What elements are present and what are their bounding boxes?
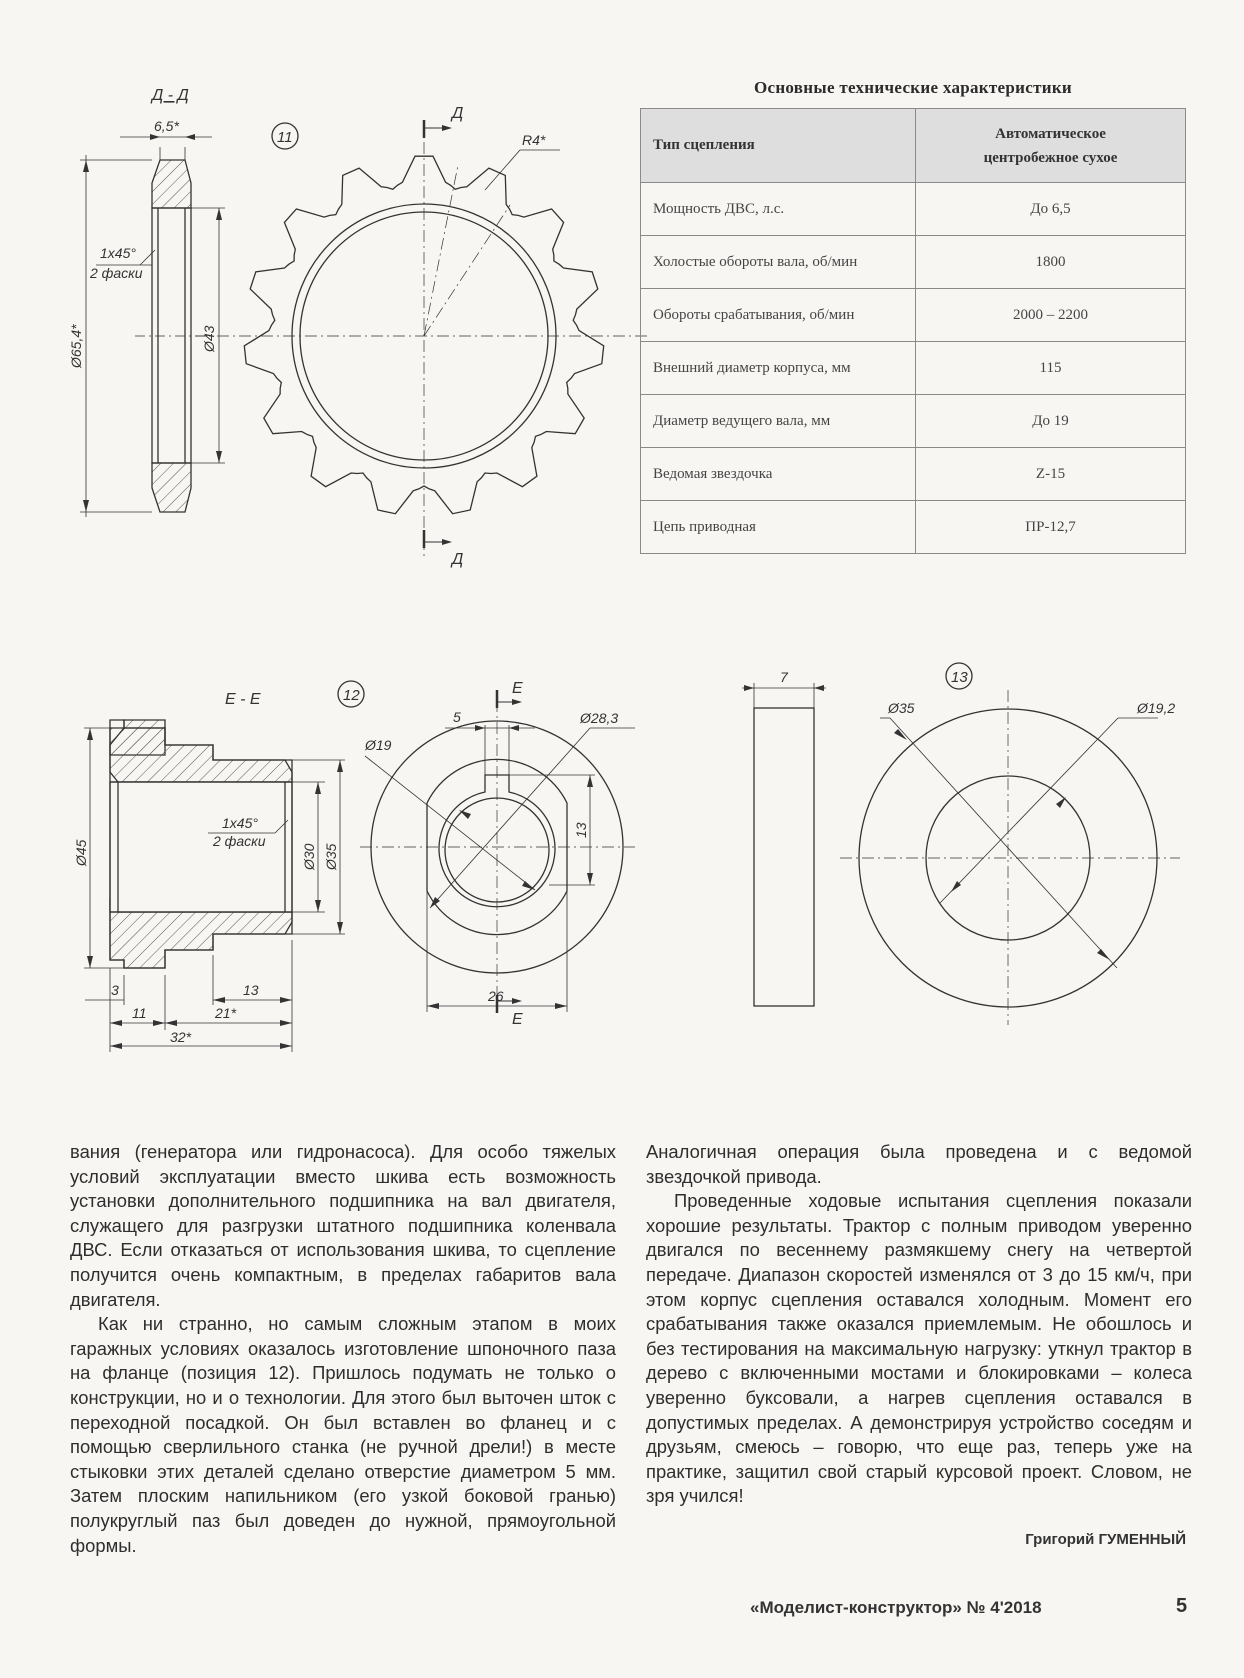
spec-value: До 19 bbox=[916, 395, 1186, 448]
part11-chamfer-line1: 1x45° bbox=[100, 245, 136, 261]
spec-value: 115 bbox=[916, 342, 1186, 395]
part12-chamfer-line1: 1x45° bbox=[222, 815, 258, 831]
part11-cut-top: Д bbox=[452, 105, 464, 122]
part12-chamfer-line2: 2 фаски bbox=[213, 833, 266, 849]
specs-header-value bbox=[916, 109, 1186, 183]
table-row bbox=[641, 183, 1186, 236]
part11-tooth-radius: R4* bbox=[522, 132, 546, 148]
part12-dim-21: 21* bbox=[215, 1005, 237, 1021]
part12-front-view bbox=[338, 680, 635, 1028]
article-paragraph: Аналогичная операция была проведена и с ведомой звездочкой привода. bbox=[646, 1141, 1192, 1187]
part12-d35-dim: Ø35 bbox=[323, 843, 339, 870]
part12-d30-dim: Ø30 bbox=[301, 843, 317, 870]
table-row bbox=[641, 448, 1186, 501]
part12-section-view bbox=[73, 691, 345, 1052]
spec-name: Цепь приводная bbox=[641, 501, 916, 554]
spec-name: Внешний диаметр корпуса, мм bbox=[641, 342, 916, 395]
spec-value: 2000 – 2200 bbox=[916, 289, 1186, 342]
part11-inner-diameter-dim: Ø43 bbox=[201, 325, 217, 352]
part11-width-dim: 6,5* bbox=[154, 118, 179, 134]
part11-section-view bbox=[68, 87, 225, 517]
part12-key-height: 13 bbox=[573, 822, 589, 838]
spec-name: Обороты срабатывания, об/мин bbox=[641, 289, 916, 342]
part13-outer-diameter: Ø35 bbox=[888, 700, 915, 716]
specs-header-value-line1: Автоматическое bbox=[995, 125, 1106, 142]
article-paragraph: Как ни странно, но самым сложным этапом в моих гаражных условиях оказалось изготовление шпоночного паза на фланце (позиция 12). Пришлось подумать не только о конструкции, но и о технологии. Для этого был выточен шток с переходной посадкой. Он был вставлен во фланец и с помощью сверлильного станка (не ручной дрели!) в месте стыковки этих деталей сделано отверстие диаметром 5 мм. Затем плоским напильником (его узкой боковой гранью) полукруглый паз был доведен до нужной, прямоугольной формы. bbox=[70, 1313, 616, 1556]
specs-header-type: Тип сцепления bbox=[641, 109, 916, 183]
part12-cut-bottom: E bbox=[512, 1011, 523, 1028]
table-row bbox=[641, 342, 1186, 395]
part12-across-flats: 26 bbox=[488, 988, 504, 1004]
specs-table bbox=[640, 108, 1186, 554]
part13-thickness-dim: 7 bbox=[780, 669, 788, 685]
table-row bbox=[641, 289, 1186, 342]
page-number: 5 bbox=[1176, 1595, 1188, 1617]
part12-bore-diameter: Ø19 bbox=[365, 737, 392, 753]
article-paragraph: Проведенные ходовые испытания сцепления показали хорошие результаты. Трактор с полным приводом уверенно двигался по весеннему размякшему снегу на четвертой передаче. Диапазон скоростей изменялся от 3 до 15 км/ч, при этом корпус сцепления оставался холодным. Момент его срабатывания также оказался приемлемым. Не обошлось и без тестирования на максимальную нагрузку: уткнул трактор в дерево с включенными мостами и блокировками – колеса уверенно буксовали, а нагрев сцепления оставался в допустимых пределах. А демонстрируя устройство соседям и друзьям, смеюсь – говорю, что еще раз, теперь уже на практике, защитил свой старый курсовой проект. Словом, не зря учился! bbox=[646, 1190, 1192, 1507]
part11-section-label: Д - Д bbox=[152, 87, 189, 104]
table-row bbox=[641, 395, 1186, 448]
table-row bbox=[641, 236, 1186, 289]
part13-number: 13 bbox=[951, 669, 968, 686]
specs-header-value-line2: центробежное сухое bbox=[983, 149, 1118, 166]
part11-chamfer-line2: 2 фаски bbox=[90, 265, 143, 281]
article-author: Григорий ГУМЕННЫЙ bbox=[1025, 1531, 1186, 1548]
part11-cut-bottom: Д bbox=[452, 551, 464, 568]
spec-value: ПР-12,7 bbox=[916, 501, 1186, 554]
spec-name: Холостые обороты вала, об/мин bbox=[641, 236, 916, 289]
article-paragraph: вания (генератора или гидронасоса). Для особо тяжелых условий эксплуатации вместо шкива есть возможность установки дополнительного подшипника на вал двигателя, служащего для разгрузки штатного подшипника коленвала ДВС. Если отказаться от использования шкива, то сцепление получится очень компактным, в пределах габаритов вала двигателя. bbox=[70, 1141, 616, 1310]
part12-section-label: E - E bbox=[225, 691, 261, 708]
spec-value: До 6,5 bbox=[916, 183, 1186, 236]
part12-key-width: 5 bbox=[453, 709, 461, 725]
table-row bbox=[641, 501, 1186, 554]
article-right-column bbox=[646, 1140, 1192, 1509]
part13-inner-diameter: Ø19,2 bbox=[1137, 700, 1176, 716]
spec-name: Диаметр ведущего вала, мм bbox=[641, 395, 916, 448]
spec-name: Мощность ДВС, л.с. bbox=[641, 183, 916, 236]
part11-number: 11 bbox=[277, 129, 293, 146]
part11-outer-diameter-dim: Ø65,4* bbox=[68, 324, 84, 368]
part12-flange-diameter: Ø45 bbox=[73, 839, 89, 866]
part12-dim-32: 32* bbox=[170, 1029, 192, 1045]
journal-name: «Моделист-конструктор» № 4'2018 bbox=[750, 1598, 1042, 1617]
specs-block bbox=[640, 78, 1186, 554]
part12-dim-13: 13 bbox=[243, 982, 259, 998]
part12-dim-3: 3 bbox=[111, 982, 119, 998]
spec-value: Z-15 bbox=[916, 448, 1186, 501]
specs-header-row bbox=[641, 109, 1186, 183]
part12-outer-diameter: Ø28,3 bbox=[580, 710, 619, 726]
part13-views bbox=[742, 663, 1180, 1025]
article-left-column bbox=[70, 1140, 616, 1558]
spec-value: 1800 bbox=[916, 236, 1186, 289]
part12-dim-11: 11 bbox=[132, 1005, 147, 1021]
specs-title: Основные технические характеристики bbox=[753, 78, 1073, 97]
part12-number: 12 bbox=[343, 687, 360, 704]
spec-name: Ведомая звездочка bbox=[641, 448, 916, 501]
part11-sprocket-view bbox=[195, 105, 650, 568]
part12-cut-top: E bbox=[512, 680, 523, 697]
